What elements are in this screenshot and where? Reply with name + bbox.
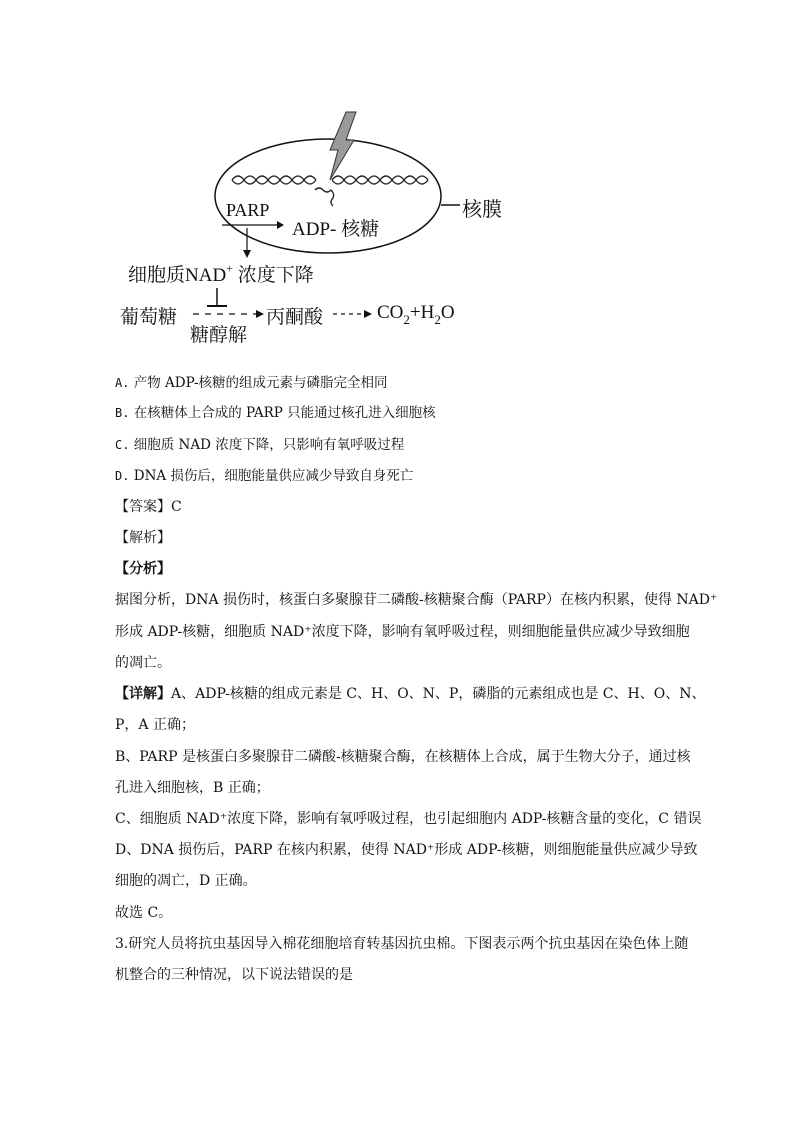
- question-3-line-1: 3.研究人员将抗虫基因导入棉花细胞培育转基因抗虫棉。下图表示两个抗虫基因在染色体上随: [115, 936, 689, 952]
- detail-line-6: D、DNA 损伤后，PARP 在核内积累，使得 NAD⁺形成 ADP-核糖，则细胞能量供应减少导致: [115, 842, 698, 858]
- jiexi-label: 【解析】: [115, 530, 171, 546]
- parp-label: PARP: [226, 200, 270, 220]
- glycolysis-arrow-head: [256, 310, 264, 318]
- option-letter: B.: [115, 406, 130, 420]
- nad-prefix: 细胞质NAD: [128, 265, 227, 286]
- option-letter: C.: [115, 438, 130, 452]
- co2-text: CO: [377, 302, 404, 323]
- lightning-icon: [330, 112, 356, 180]
- co2-subscript: 2: [403, 312, 410, 327]
- analysis-line-1: 据图分析，DNA 损伤时，核蛋白多聚腺苷二磷酸-核糖聚合酶（PARP）在核内积累，使得 NAD⁺: [115, 592, 718, 608]
- analysis-line-2: 形成 ADP-核糖，细胞质 NAD⁺浓度下降，影响有氧呼吸过程，则细胞能量供应减少导致细胞: [115, 624, 690, 640]
- detail-label: 【详解】: [115, 686, 171, 702]
- h2o-subscript: 2: [434, 312, 441, 327]
- detail-line-3: B、PARP 是核蛋白多聚腺苷二磷酸-核糖聚合酶，在核糖体上合成，属于生物大分子，通过核: [115, 749, 691, 765]
- detail-line-1: [115, 684, 706, 704]
- adp-ribose-label: ADP- 核糖: [292, 219, 380, 240]
- detail-line-5: C、细胞质 NAD⁺浓度下降，影响有氧呼吸过程，也引起细胞内 ADP-核糖含量的变化，C 错误: [115, 811, 702, 827]
- detail-line-7: 细胞的凋亡，D 正确。: [115, 873, 257, 889]
- option-text: 细胞质 NAD 浓度下降，只影响有氧呼吸过程: [133, 437, 405, 453]
- glucose-label: 葡萄糖: [120, 307, 178, 328]
- nad-superscript: +: [226, 261, 233, 275]
- down-arrow-head: [243, 250, 251, 258]
- option-text: 在核糖体上合成的 PARP 只能通过核孔进入细胞核: [133, 405, 436, 421]
- detail-text: A、ADP-核糖的组成元素是 C、H、O、N、P，磷脂的元素组成也是 C、H、O、N、: [171, 686, 706, 702]
- analysis-line-3: 的凋亡。: [115, 655, 171, 671]
- option-b: [115, 403, 685, 423]
- co2-h2o-label: [377, 302, 455, 327]
- answer-label: 【答案】: [115, 499, 171, 515]
- detail-line-4: 孔进入细胞核，B 正确；: [115, 780, 270, 796]
- detail-line-2: P，A 正确；: [115, 717, 195, 733]
- option-d: [115, 466, 685, 486]
- analysis-label: 【分析】: [115, 561, 171, 577]
- h2o-o-text: O: [440, 302, 455, 323]
- answer-line: [115, 497, 685, 517]
- option-c: [115, 435, 685, 455]
- dna-strand-left-b: [232, 176, 316, 184]
- option-a: [115, 373, 685, 393]
- plus-h-text: +H: [409, 302, 435, 323]
- respiration-arrow-head: [364, 310, 372, 318]
- question-3-line-2: 机整合的三种情况，以下说法错误的是: [115, 967, 353, 983]
- option-text: DNA 损伤后，细胞能量供应减少导致自身死亡: [133, 468, 414, 484]
- nucleus-membrane-label: 核膜: [462, 199, 502, 221]
- dna-fragment: [315, 188, 334, 206]
- nad-suffix: 浓度下降: [232, 265, 314, 286]
- option-letter: D.: [115, 469, 130, 483]
- pyruvate-label: 丙酮酸: [266, 307, 324, 328]
- nad-concentration-label: [128, 260, 314, 287]
- biology-diagram: [0, 0, 794, 360]
- glycolysis-label: 糖醇解: [190, 325, 248, 346]
- answer-value: C: [171, 499, 182, 515]
- parp-arrow-head: [277, 221, 284, 229]
- option-letter: A.: [115, 376, 130, 390]
- conclusion: 故选 C。: [115, 905, 173, 921]
- option-text: 产物 ADP-核糖的组成元素与磷脂完全相同: [133, 375, 388, 391]
